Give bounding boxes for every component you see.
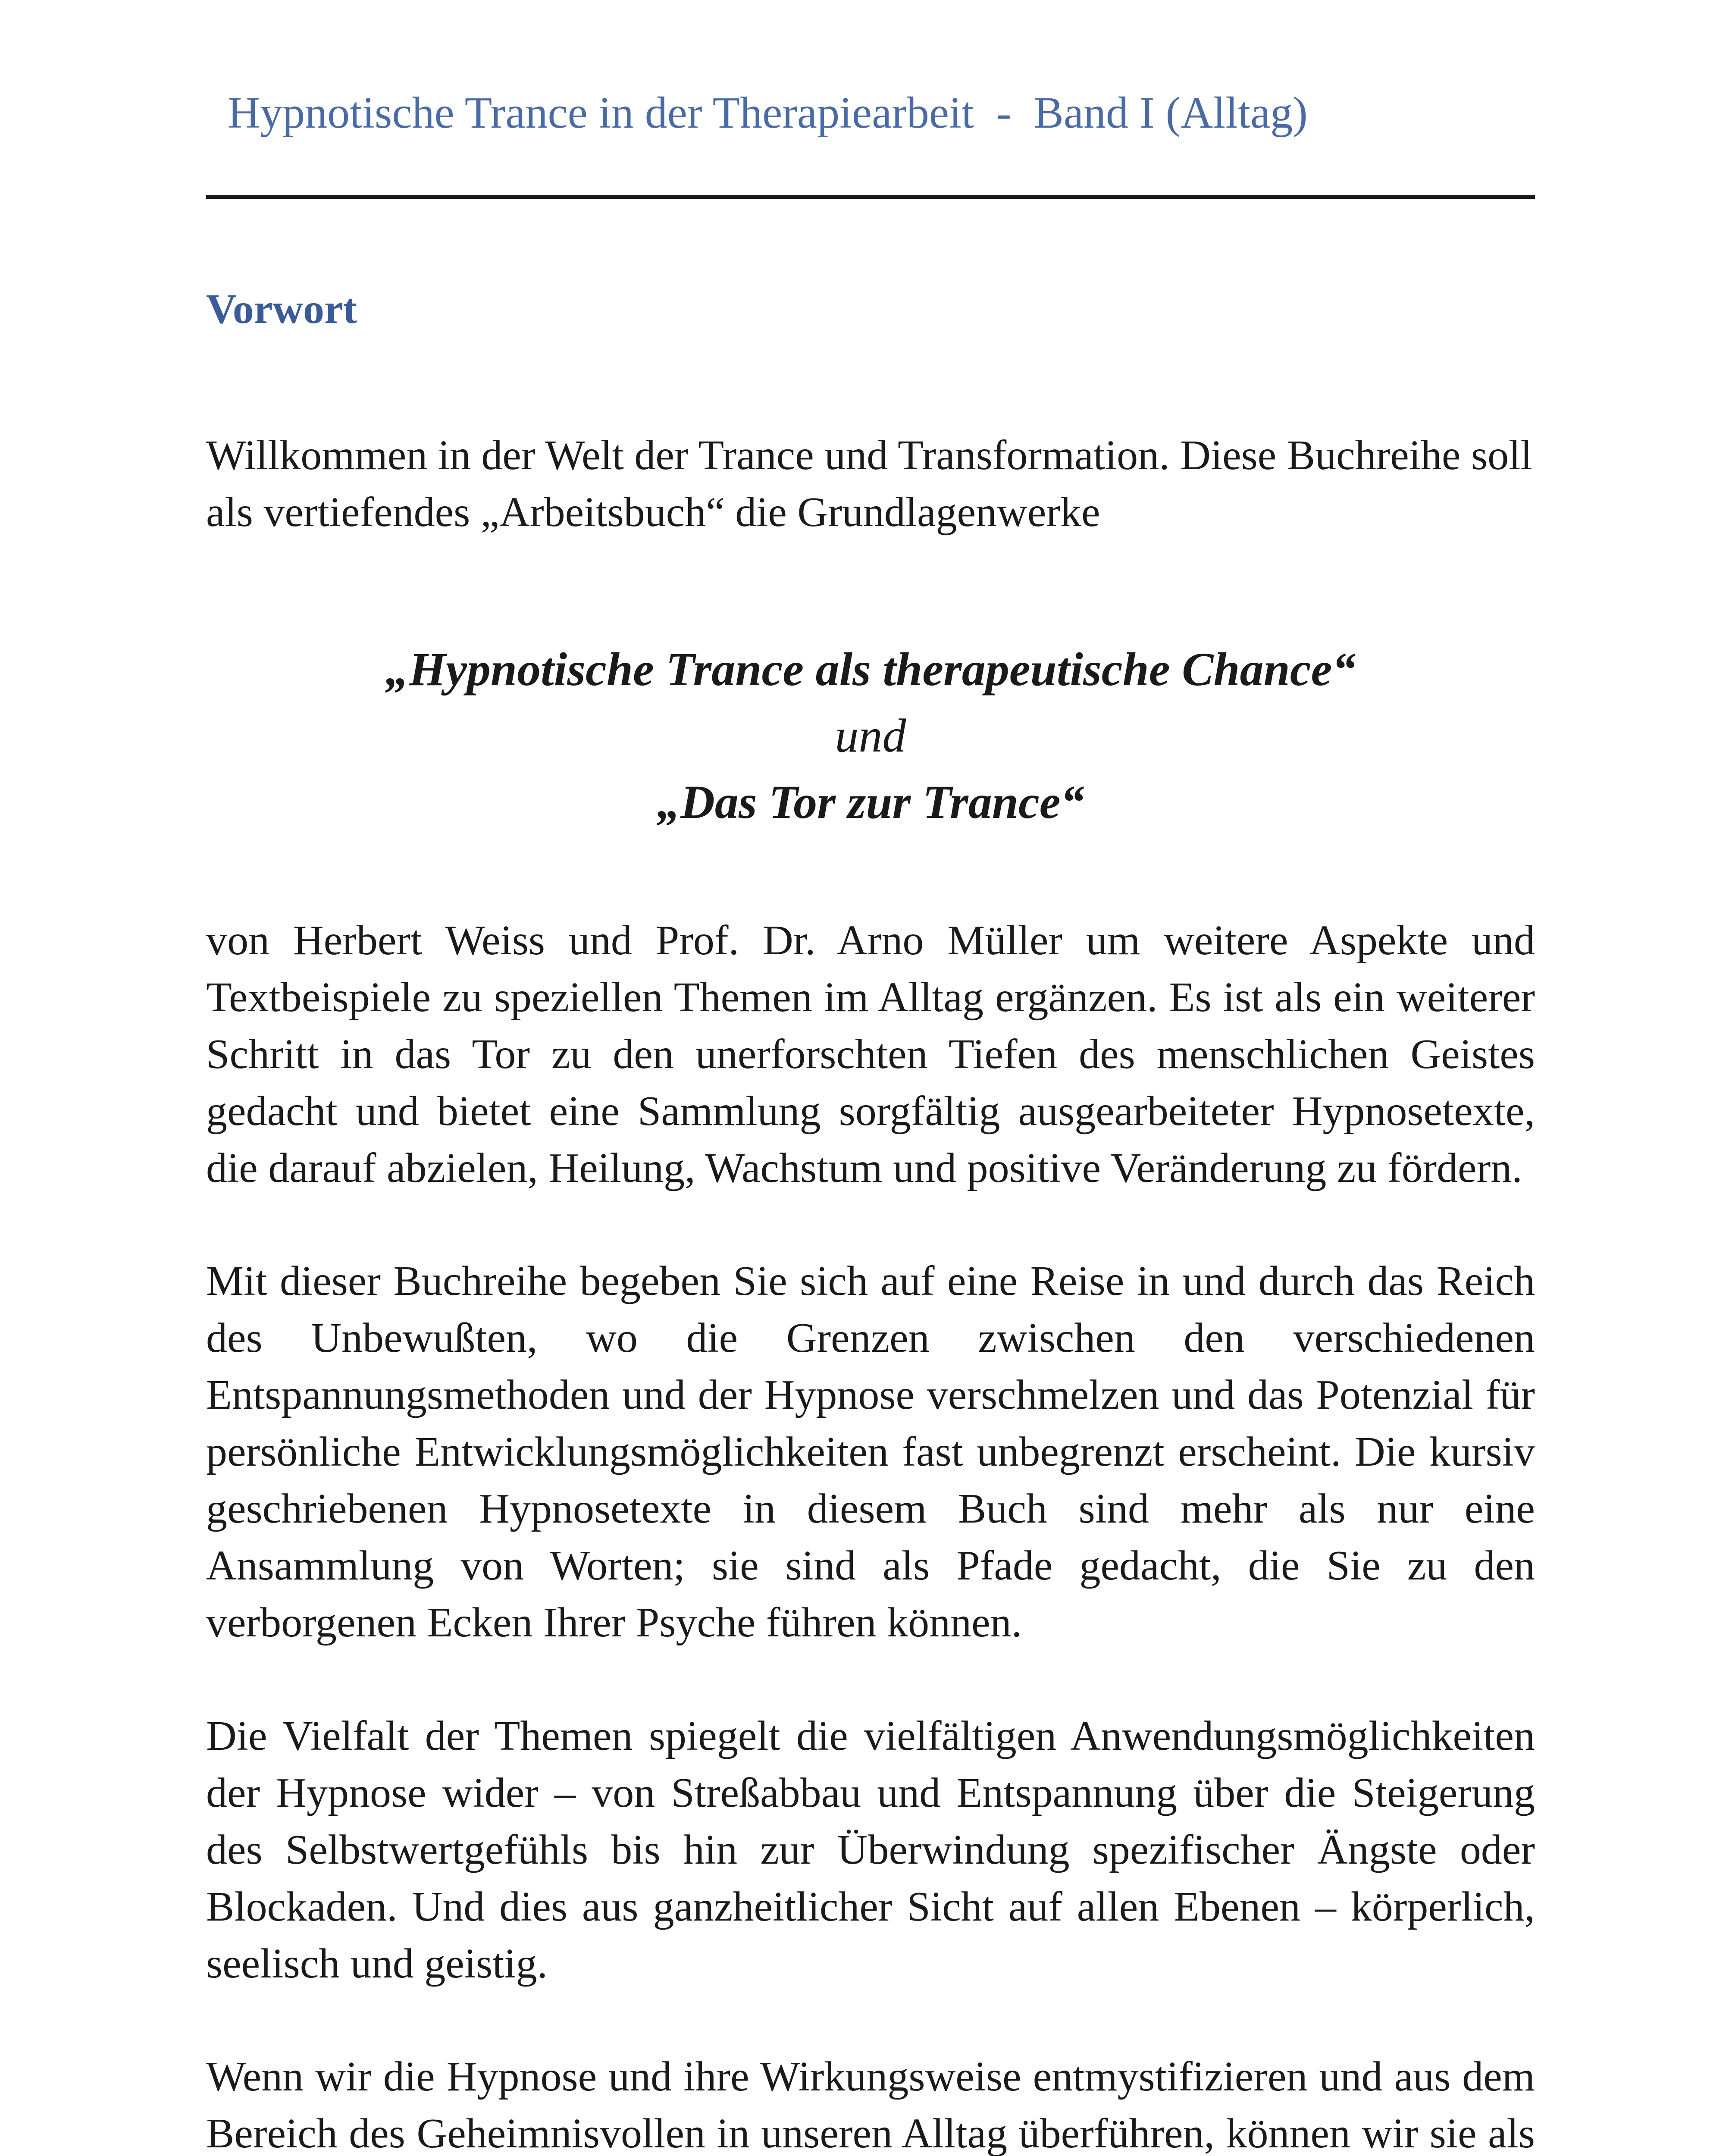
section-title: Vorwort [206, 286, 357, 332]
book-title-second: „Das Tor zur Trance“ [657, 776, 1084, 828]
book-title-first: „Hypnotische Trance als therapeutische Chance“ [385, 643, 1356, 696]
body-paragraph: Die Vielfalt der Themen spiegelt die vielfältigen Anwendungsmöglichkeiten der Hypnose wider – von Streßabbau und Entspannung über die Steigerung des Selbstwertgefühls bis hin zur Überwindung spezifischer Ängste oder Blockaden. Und dies aus ganzheitlicher Sicht auf allen Ebenen – körperlich, seelisch und geistig. [206, 1713, 1535, 1987]
book-title-connector: und [835, 709, 906, 762]
header-rule [206, 195, 1535, 199]
intro-paragraph: Willkommen in der Welt der Trance und Transformation. Diese Buchreihe soll als vertiefendes „Arbeitsbuch“ die Grundlagenwerke [206, 432, 1532, 536]
book-titles [206, 636, 1535, 835]
body-paragraph: Mit dieser Buchreihe begeben Sie sich auf eine Reise in und durch das Reich des Unbewußten, wo die Grenzen zwischen den verschiedenen Entspannungsmethoden und der Hypnose verschmelzen und das Potenzial für persönliche Entwicklungsmöglichkeiten fast unbegrenzt erscheint. Die kursiv geschriebenen Hypnosetexte in diesem Buch sind mehr als nur eine Ansammlung von Worten; sie sind als Pfade gedacht, die Sie zu den verborgenen Ecken Ihrer Psyche führen können. [206, 1258, 1535, 1646]
running-header: Hypnotische Trance in der Therapiearbeit - Band I (Alltag) [228, 88, 1308, 138]
body-paragraph: Wenn wir die Hypnose und ihre Wirkungsweise entmystifizieren und aus dem Bereich des Geheimnisvollen in unseren Alltag überführen, können wir sie als [206, 2053, 1535, 2156]
body-paragraph: von Herbert Weiss und Prof. Dr. Arno Müller um weitere Aspekte und Textbeispiele zu speziellen Themen im Alltag ergänzen. Es ist als ein weiterer Schritt in das Tor zu den unerforschten Tiefen des menschlichen Geistes gedacht und bietet eine Sammlung sorgfältig ausgearbeiteter Hypnosetexte, die darauf abzielen, Heilung, Wachstum und positive Veränderung zu fördern. [206, 917, 1535, 1191]
